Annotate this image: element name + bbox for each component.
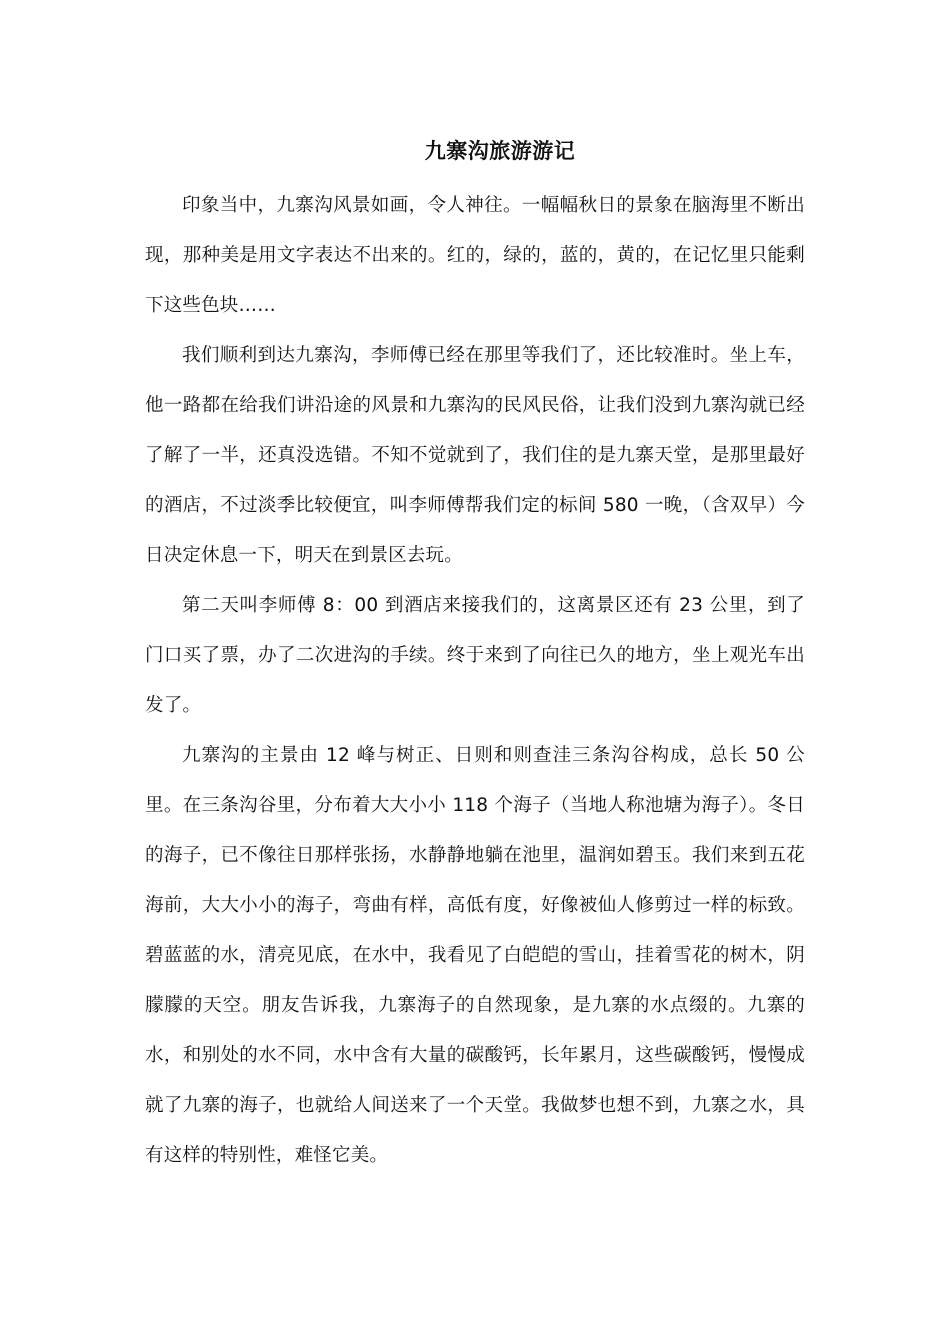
paragraph-lakes: 九寨沟的主景由 12 峰与树正、日则和则查洼三条沟谷构成，总长 50 公里。在三条沟谷里，分布着大大小小 118 个海子（当地人称池塘为海子）。冬日的海子，已不像往日那样张扬，水静静地躺在池里，温润如碧玉。我们来到五花海前，大大小小的海子，弯曲有样，高低有度，好像被仙人修剪过一样的标致。碧蓝蓝的水，清亮见底，在水中，我看见了白皑皑的雪山，挂着雪花的树木，阴朦朦的天空。朋友告诉我，九寨海子的自然现象，是九寨的水点缀的。九寨的水，和别处的水不同，水中含有大量的碳酸钙，长年累月，这些碳酸钙，慢慢成就了九寨的海子，也就给人间送来了一个天堂。我做梦也想不到，九寨之水，具有这样的特别性，难怪它美。	[145, 745, 805, 1166]
paragraph-second-day: 第二天叫李师傅 8：00 到酒店来接我们的，这离景区还有 23 公里，到了门口买了票，办了二次进沟的手续。终于来到了向往已久的地方，坐上观光车出发了。	[145, 595, 805, 716]
paragraph-arrival: 我们顺利到达九寨沟，李师傅已经在那里等我们了，还比较准时。坐上车，他一路都在给我们讲沿途的风景和九寨沟的民风民俗，让我们没到九寨沟就已经了解了一半，还真没选错。不知不觉就到了，我们住的是九寨天堂，是那里最好的酒店，不过淡季比较便宜，叫李师傅帮我们定的标间 580 一晚，（含双早）今日决定休息一下，明天在到景区去玩。	[145, 345, 805, 566]
document-body	[145, 181, 805, 1181]
paragraph-impression: 印象当中，九寨沟风景如画，令人神往。一幅幅秋日的景象在脑海里不断出现，那种美是用文字表达不出来的。红的，绿的，蓝的，黄的，在记忆里只能剩下这些色块……	[145, 195, 805, 316]
document-title: 九寨沟旅游游记	[424, 139, 576, 163]
